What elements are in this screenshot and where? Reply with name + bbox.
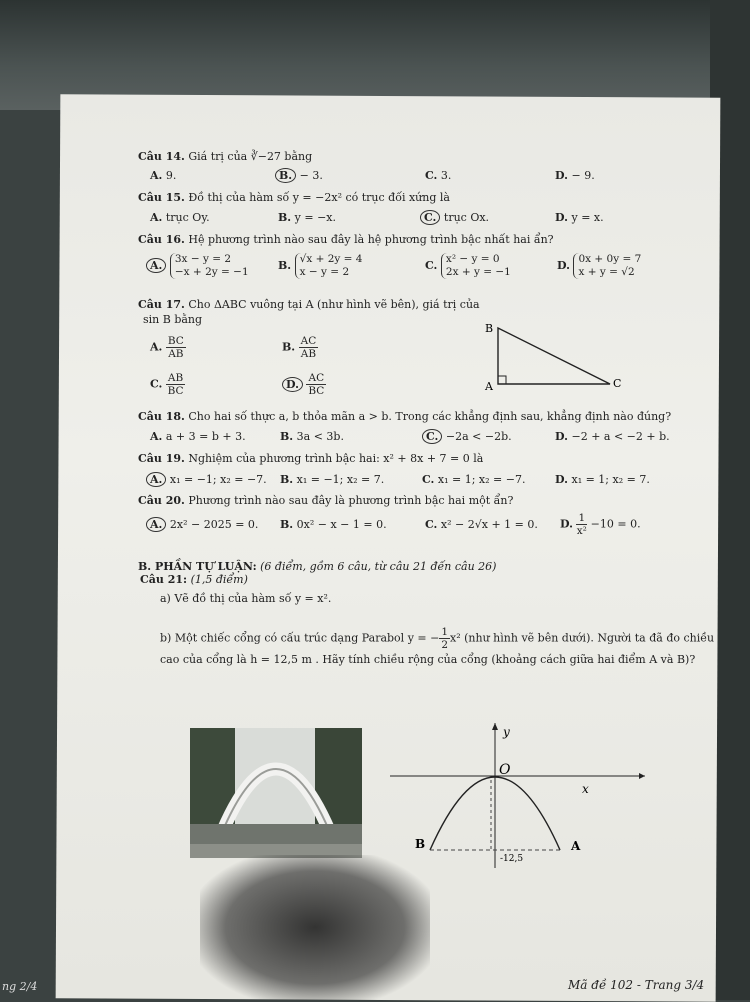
q15-stem: Câu 15. Đồ thị của hàm số y = −2x² có trục đối xứng là [138,191,450,204]
q15-option-b: B. y = −x. [278,211,336,224]
q20-stem: Câu 20. Phương trình nào sau đây là phương trình bậc hai một ẩn? [138,494,514,507]
q19-option-d: D. x₁ = 1; x₂ = 7. [555,473,650,486]
part-b-heading: B. PHẦN TỰ LUẬN: (6 điểm, gồm 6 câu, từ câu 21 đến câu 26) [138,560,497,573]
y-axis-label: y [503,725,510,739]
q17-stem: Câu 17. Cho ΔABC vuông tại A (như hình vẽ bên), giá trị của [138,298,480,311]
height-label: -12,5 [500,854,524,864]
q21-heading: Câu 21: (1,5 điểm) [140,573,248,586]
q16-option-c: C. x² − y = 0 2x + y = −1 [425,253,511,278]
q17-option-d: D. $\frac{AC}{BC}$ [282,372,326,397]
q16-option-a: A. 3x − y = 2 −x + 2y = −1 [146,253,249,279]
q16-stem: Câu 16. Hệ phương trình nào sau đây là hệ phương trình bậc nhất hai ẩn? [138,233,554,246]
footer-page-number: Mã đề 102 - Trang 3/4 [568,978,705,992]
q17-option-b: B. $\frac{AC}{AB}$ [282,335,317,360]
vertex-c-label: C [613,377,622,390]
q16-option-d: D. 0x + 0y = 7 x + y = √2 [557,253,642,278]
triangle-shape [498,328,610,384]
q17-option-c: C. $\frac{AB}{BC}$ [150,372,184,397]
footer-left: ng 2/4 [2,980,38,993]
q18-option-b: B. 3a < 3b. [280,430,344,443]
q17-option-a: A. $\frac{BC}{AB}$ [150,335,184,360]
q20-option-a: A. 2x² − 2025 = 0. [146,518,258,531]
q21-part-b-line2: cao của cổng là h = 12,5 m . Hãy tính chiều rộng của cổng (khoảng cách giữa hai điểm A và B)? [160,653,696,666]
q14-option-b: B. − 3. [275,169,323,182]
q17-stem-line2: sin B bằng [143,313,203,326]
q15-option-a: A. trục Oy. [150,211,210,224]
q16-option-b: B. √x + 2y = 4 x − y = 2 [278,253,363,278]
x-axis-arrow [639,773,645,779]
q14-stem: Câu 14. Giá trị của ∛−27 bằng [138,150,313,163]
q21-part-b-line1: b) Một chiếc cổng có cấu trúc dạng Parabol y = − $\frac{1}{2}$ x² (như hình vẽ bên dưới). Người ta đã đo chiều [160,626,715,651]
q14-option-d: D. − 9. [555,169,595,182]
vertex-a-label: A [485,380,493,393]
gate-photo-drawing [190,728,362,858]
hand-shadow [200,855,430,1000]
q19-stem: Câu 19. Nghiệm của phương trình bậc hai: x² + 8x + 7 = 0 là [138,452,484,465]
photo-fence [190,824,362,844]
q14-option-c: C. 3. [425,169,452,182]
q14-option-a: A. 9. [150,169,177,182]
q19-option-a: A. x₁ = −1; x₂ = −7. [146,473,267,486]
q18-option-d: D. −2 + a < −2 + b. [555,430,670,443]
q20-option-b: B. 0x² − x − 1 = 0. [280,518,387,531]
q15-option-c: C. trục Ox. [420,211,489,224]
gate-photo [190,728,362,858]
q18-stem: Câu 18. Cho hai số thực a, b thỏa mãn a > b. Trong các khẳng định sau, khẳng định nào đúng? [138,410,672,423]
right-angle-mark [498,376,506,384]
q15-option-d: D. y = x. [555,211,604,224]
q19-option-b: B. x₁ = −1; x₂ = 7. [280,473,385,486]
point-a-label: A [571,839,581,853]
q20-option-c: C. x² − 2√x + 1 = 0. [425,518,538,531]
origin-label: O [499,762,511,778]
x-axis-label: x [582,782,589,796]
y-axis-arrow [492,723,498,730]
q21-part-a: a) Vẽ đồ thị của hàm số y = x². [160,592,332,605]
q18-option-a: A. a + 3 = b + 3. [150,430,246,443]
background-top [0,0,750,110]
point-b-label: B [415,837,426,851]
q18-option-c: C. −2a < −2b. [422,430,512,443]
q20-option-d: D. $\frac{1}{\text{x²}}$ −10 = 0. [560,512,641,537]
q19-option-c: C. x₁ = 1; x₂ = −7. [422,473,526,486]
triangle-figure [480,318,630,396]
vertex-b-label: B [485,322,494,335]
